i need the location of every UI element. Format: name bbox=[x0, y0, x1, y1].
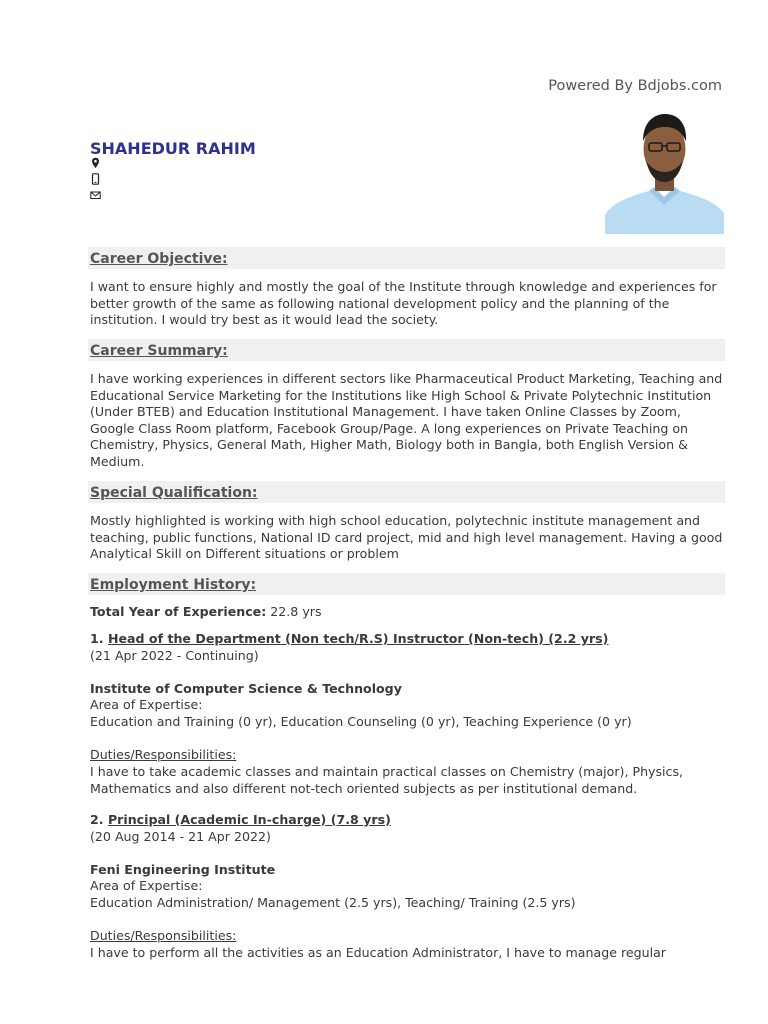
special-qualification-heading: Special Qualification: bbox=[90, 485, 258, 501]
envelope-icon bbox=[90, 189, 101, 201]
job-title bbox=[90, 812, 391, 829]
job-title bbox=[90, 631, 608, 648]
career-objective-heading: Career Objective: bbox=[90, 251, 228, 267]
career-objective-header bbox=[88, 247, 725, 269]
career-summary-header bbox=[88, 339, 725, 361]
location-icon bbox=[90, 157, 101, 169]
job-dates: (21 Apr 2022 - Continuing) bbox=[90, 648, 259, 663]
total-experience-value: 22.8 yrs bbox=[270, 604, 322, 619]
job-title-text: Head of the Department (Non tech/R.S) Instructor (Non-tech) (2.2 yrs) bbox=[107, 631, 609, 646]
area-of-expertise: Education and Training (0 yr), Education Counseling (0 yr), Teaching Experience (0 yr) bbox=[90, 714, 632, 729]
total-experience bbox=[90, 604, 322, 621]
company-name: Feni Engineering Institute bbox=[90, 862, 276, 877]
employment-history-header bbox=[88, 573, 725, 595]
area-of-expertise-label: Area of Expertise: bbox=[90, 697, 203, 712]
company-name: Institute of Computer Science & Technology bbox=[90, 681, 402, 696]
job-dates: (20 Aug 2014 - 21 Apr 2022) bbox=[90, 829, 271, 844]
phone-icon bbox=[90, 173, 101, 185]
special-qualification-text: Mostly highlighted is working with high school education, polytechnic institute management and teaching, public functions, National ID card project, mid and high level management. Having a good Analytical Skill on Different situations or problem bbox=[90, 513, 723, 561]
total-experience-label: Total Year of Experience: bbox=[90, 604, 267, 619]
job-number: 1. bbox=[90, 631, 104, 646]
special-qualification-header bbox=[88, 481, 725, 503]
job-number: 2. bbox=[90, 812, 104, 827]
career-objective-text: I want to ensure highly and mostly the goal of the Institute through knowledge and experiences for better growth of the same as following national development policy and the planning of the institution. I would try best as it would lead the society. bbox=[90, 279, 717, 327]
job-title-text: Principal (Academic In-charge) (7.8 yrs) bbox=[107, 812, 391, 827]
area-of-expertise: Education Administration/ Management (2.5 yrs), Teaching/ Training (2.5 yrs) bbox=[90, 895, 576, 910]
candidate-name: SHAHEDUR RAHIM bbox=[90, 139, 256, 158]
area-of-expertise-label: Area of Expertise: bbox=[90, 878, 203, 893]
career-summary-text: I have working experiences in different sectors like Pharmaceutical Product Marketing, Teaching and Educational Service Marketing for the Institutions like High School & Private Polytechnic Institution (Under BTEB) and Education Institutional Management. I have taken Online Classes by Zoom, Google Class Room platform, Facebook Group/Page. A long experiences on Private Teaching on Chemistry, Physics, General Math, Higher Math, Biology both in Bangla, both English Version & Medium. bbox=[90, 371, 723, 469]
contact-icons bbox=[90, 157, 101, 205]
career-summary-heading: Career Summary: bbox=[90, 343, 228, 359]
duties-label: Duties/Responsibilities: bbox=[90, 928, 237, 943]
powered-by-text: Powered By Bdjobs.com bbox=[548, 78, 722, 94]
duties-text: I have to perform all the activities as an Education Administrator, I have to manage regular bbox=[90, 945, 666, 960]
duties-text: I have to take academic classes and maintain practical classes on Chemistry (major), Physics, Mathematics and also different not-tech oriented subjects as per institutional demand. bbox=[90, 764, 684, 796]
profile-photo bbox=[605, 103, 724, 234]
duties-label: Duties/Responsibilities: bbox=[90, 747, 237, 762]
employment-history-heading: Employment History: bbox=[90, 577, 257, 593]
